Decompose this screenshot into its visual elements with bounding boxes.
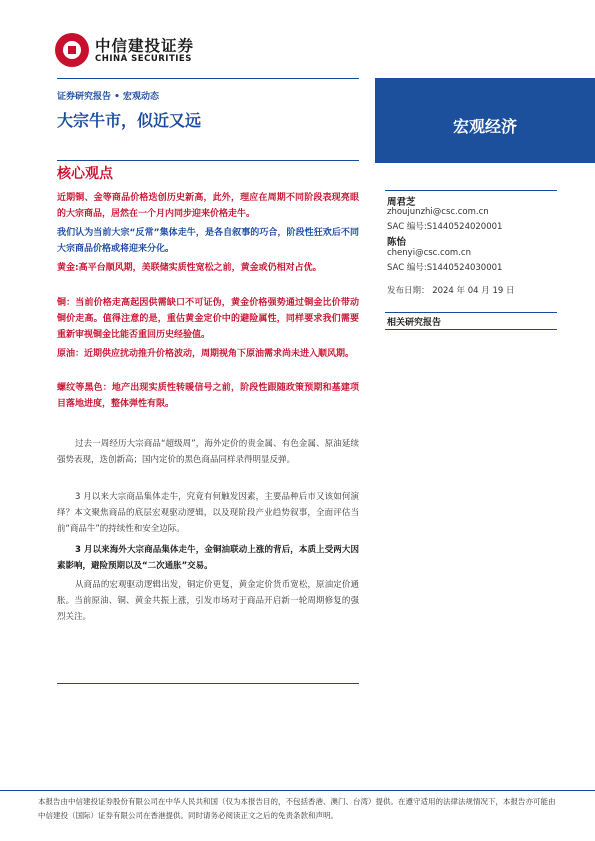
author-email: chenyi@csc.com.cn <box>387 248 471 258</box>
author-email: zhoujunzhi@csc.com.cn <box>387 207 489 217</box>
section-heading: 核心观点 <box>57 166 113 182</box>
logo-cn-text: 中信建投证券 <box>95 36 195 55</box>
divider <box>385 312 557 313</box>
author-name: 陈怡 <box>387 237 407 248</box>
author-sac: SAC 编号:S1440524030001 <box>387 263 503 273</box>
logo-en-text: CHINA SECURITIES <box>95 54 192 64</box>
report-type: 证券研究报告 • 宏观动态 <box>57 92 160 102</box>
divider <box>57 683 359 684</box>
page-title: 大宗牛市，似近又远 <box>57 111 202 130</box>
related-reports-heading: 相关研究报告 <box>387 318 442 328</box>
divider <box>385 190 557 191</box>
body-paragraph: 3 月以来大宗商品集体走牛，究竟有何触发因素，主要品种后市又该如何演绎？本文聚焦商品的底层宏观驱动逻辑，以及现阶段产业趋势叙事，全面评估当前“商品牛”的持续性和安全边际。 <box>57 492 359 534</box>
body-paragraph: 3 月以来海外大宗商品集体走牛，金铜油联动上涨的背后，本质上受两大因素影响，避险预期以及“二次通胀”交易。 <box>57 545 359 571</box>
logo-icon <box>55 33 89 67</box>
key-point: 铜：当前价格走高起因供需缺口不可证伪，黄金价格强势通过铜金比价带动铜价走高。值得注意的是，重估黄金定价中的避险属性，同样要求我们需要重新审视铜金比能否重回历史经验值。 <box>57 298 359 340</box>
key-point: 近期铜、金等商品价格迭创历史新高，此外，理应在周期不同阶段表现亮眼的大宗商品，居然在一个月内同步迎来价格走牛。 <box>57 193 359 219</box>
author-sac: SAC 编号:S1440524020001 <box>387 222 503 232</box>
category-label: 宏观经济 <box>452 117 517 136</box>
company-logo <box>55 33 205 69</box>
publish-date: 发布日期： 2024 年 04 月 19 日 <box>387 286 515 296</box>
key-point: 我们认为当前大宗“反常”集体走牛，是各自叙事的巧合，阶段性狂欢后不同大宗商品价格或将迎来分化。 <box>57 228 359 254</box>
category-banner <box>375 78 595 163</box>
divider <box>57 78 359 79</box>
key-point: 螺纹等黑色：地产出现实质性转暖信号之前，阶段性跟随政策预期和基建项目落地进度，整体弹性有限。 <box>57 383 359 409</box>
footer-divider <box>0 790 595 791</box>
body-paragraph: 从商品的宏观驱动逻辑出发，铜定价更复，黄金定价货币宽松，原油定价通胀。当前原油、铜、黄金共振上涨，引发市场对于商品开启新一轮周期修复的强烈关注。 <box>57 580 359 622</box>
author-name: 周君芝 <box>387 197 416 208</box>
key-point: 黄金:高平台顺风期，美联储实质性宽松之前，黄金或仍相对占优。 <box>57 263 322 273</box>
divider <box>57 160 359 161</box>
key-point: 原油：近期供应扰动推升价格波动，周期视角下原油需求尚未进入顺风期。 <box>57 349 355 359</box>
body-paragraph: 过去一周经历大宗商品“超级周”，海外定价的贵金属、有色金属、原油延续强势表现，迭创新高；国内定价的黑色商品同样录得明显反弹。 <box>57 439 359 465</box>
divider <box>385 329 557 330</box>
disclaimer: 本报告由中信建投证券股份有限公司在中华人民共和国（仅为本报告目的，不包括香港、澳门、台湾）提供。在遵守适用的法律法规情况下，本报告亦可能由中信建投（国际）证券有限公司在香港提供。同时请务必阅读正文之后的免责条款和声明。 <box>38 797 556 820</box>
